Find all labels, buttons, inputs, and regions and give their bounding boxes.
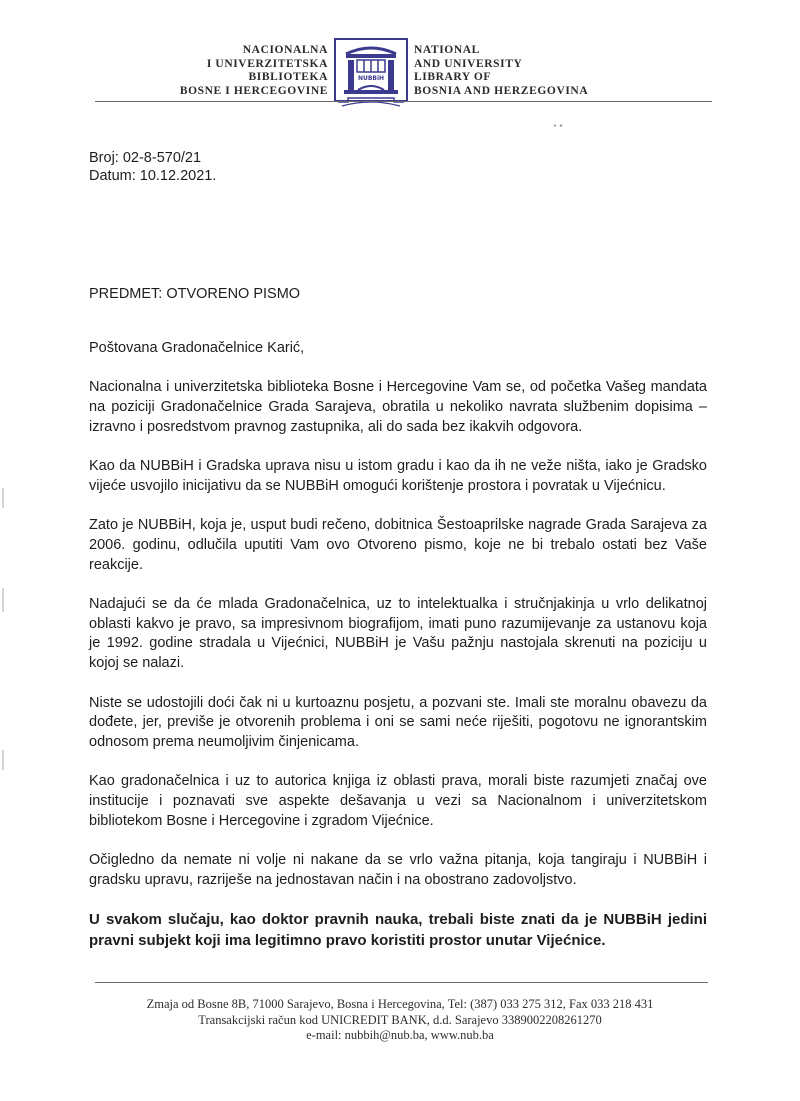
letterhead-divider — [95, 101, 712, 102]
letterhead-line: NATIONAL — [414, 44, 480, 56]
library-name-local — [180, 44, 328, 98]
letterhead-line: NACIONALNA — [242, 44, 328, 56]
reference-number: Broj: 02-8-570/21 — [89, 150, 202, 166]
letterhead-line: LIBRARY OF — [414, 71, 492, 83]
body-paragraph: Kao gradonačelnica i uz to autorica knjiga iz oblasti prava, morali biste razumjeti značaj ove institucije i poznavati sve aspekte dešavanja u vezi sa Nacionalnom i univerzitetskom bibliotekom Bosne i Hercegovine i zgradom Vijećnice. — [89, 773, 707, 830]
letter-footer — [0, 997, 800, 1044]
letterhead-line: BOSNIA AND HERZEGOVINA — [414, 84, 589, 97]
letter-subject: PREDMET: OTVORENO PISMO — [89, 286, 301, 302]
letterhead-line: AND UNIVERSITY — [414, 57, 523, 70]
document-reference — [89, 149, 216, 185]
letterhead-line: BOSNE I HERCEGOVINE — [179, 84, 328, 97]
scan-edge-marks — [0, 0, 10, 1101]
letterhead — [0, 0, 800, 120]
body-paragraph: Nadajući se da će mlada Gradonačelnica, uz to intelektualka i stručnjakinja u vrlo delikatnoj oblasti kakvo je pravo, sa impresivnom biografijom, imati puno razumijevanje za ustanovu koja je 1992. godine stradala u Vijećnici, NUBBiH je Vašu pažnju nastojala skrenuti na poziciju u kojoj se nalazi. — [89, 595, 707, 672]
footer-address: Zmaja od Bosne 8B, 71000 Sarajevo, Bosna i Hercegovina, Tel: (387) 033 275 312, Fax 033 218 431 — [146, 997, 654, 1011]
scan-speck — [553, 124, 565, 127]
library-name-english — [414, 44, 588, 98]
body-paragraph: Zato je NUBBiH, koja je, usput budi rečeno, dobitnica Šestoaprilske nagrade Grada Sarajeva za 2006. godinu, odlučila uputiti Vam ovo Otvoreno pismo, koje ne bi trebalo ostati bez Vaše reakcije. — [89, 516, 707, 573]
letterhead-line: I UNIVERZITETSKA — [206, 57, 328, 70]
footer-bank: Transakcijski račun kod UNICREDIT BANK, d.d. Sarajevo 3389002208261270 — [198, 1012, 602, 1027]
document-date: Datum: 10.12.2021. — [89, 168, 217, 184]
logo-text: NUBBiH — [357, 75, 385, 82]
body-paragraph: Niste se udostojili doći čak ni u kurtoaznu posjetu, a pozvani ste. Imali ste moralnu obavezu da dođete, jer, previše je otvorenih problema i oni se sami neće riješiti, pogotovu ne ignorantskim odnosom prema neumoljivim činjenicama. — [89, 694, 707, 751]
body-paragraph: Kao da NUBBiH i Gradska uprava nisu u istom gradu i kao da ih ne veže ništa, iako je Gradsko vijeće usvojilo inicijativu da se NUBBiH omogući korištenje prostora i povratak u Vijećnicu. — [89, 457, 707, 494]
library-logo — [334, 38, 408, 108]
letter-body — [89, 378, 707, 971]
letter-salutation: Poštovana Gradonačelnice Karić, — [89, 340, 305, 356]
body-paragraph: Nacionalna i univerzitetska biblioteka Bosne i Hercegovine Vam se, od početka Vašeg mandata na poziciji Gradonačelnice Grada Sarajeva, obratila u nekoliko navrata službenim dopisima – izravno i posredstvom pravnog zastupnika, ali do sada bez ikakvih odgovora. — [89, 379, 707, 435]
footer-divider — [95, 982, 708, 983]
closing-statement: U svakom slučaju, kao doktor pravnih nauka, trebali biste znati da je NUBBiH jedini pravni subjekt koji ima legitimno pravo koristiti prostor unutar Vijećnice. — [89, 911, 707, 949]
letterhead-line: BIBLIOTEKA — [248, 71, 328, 83]
body-paragraph: Očigledno da nemate ni volje ni nakane da se vrlo važna pitanja, koja tangiraju i NUBBiH i gradsku upravu, razriješe na jednostavan način i na obostrano zadovoljstvo. — [89, 852, 707, 889]
footer-contact: e-mail: nubbih@nub.ba, www.nub.ba — [306, 1028, 494, 1042]
